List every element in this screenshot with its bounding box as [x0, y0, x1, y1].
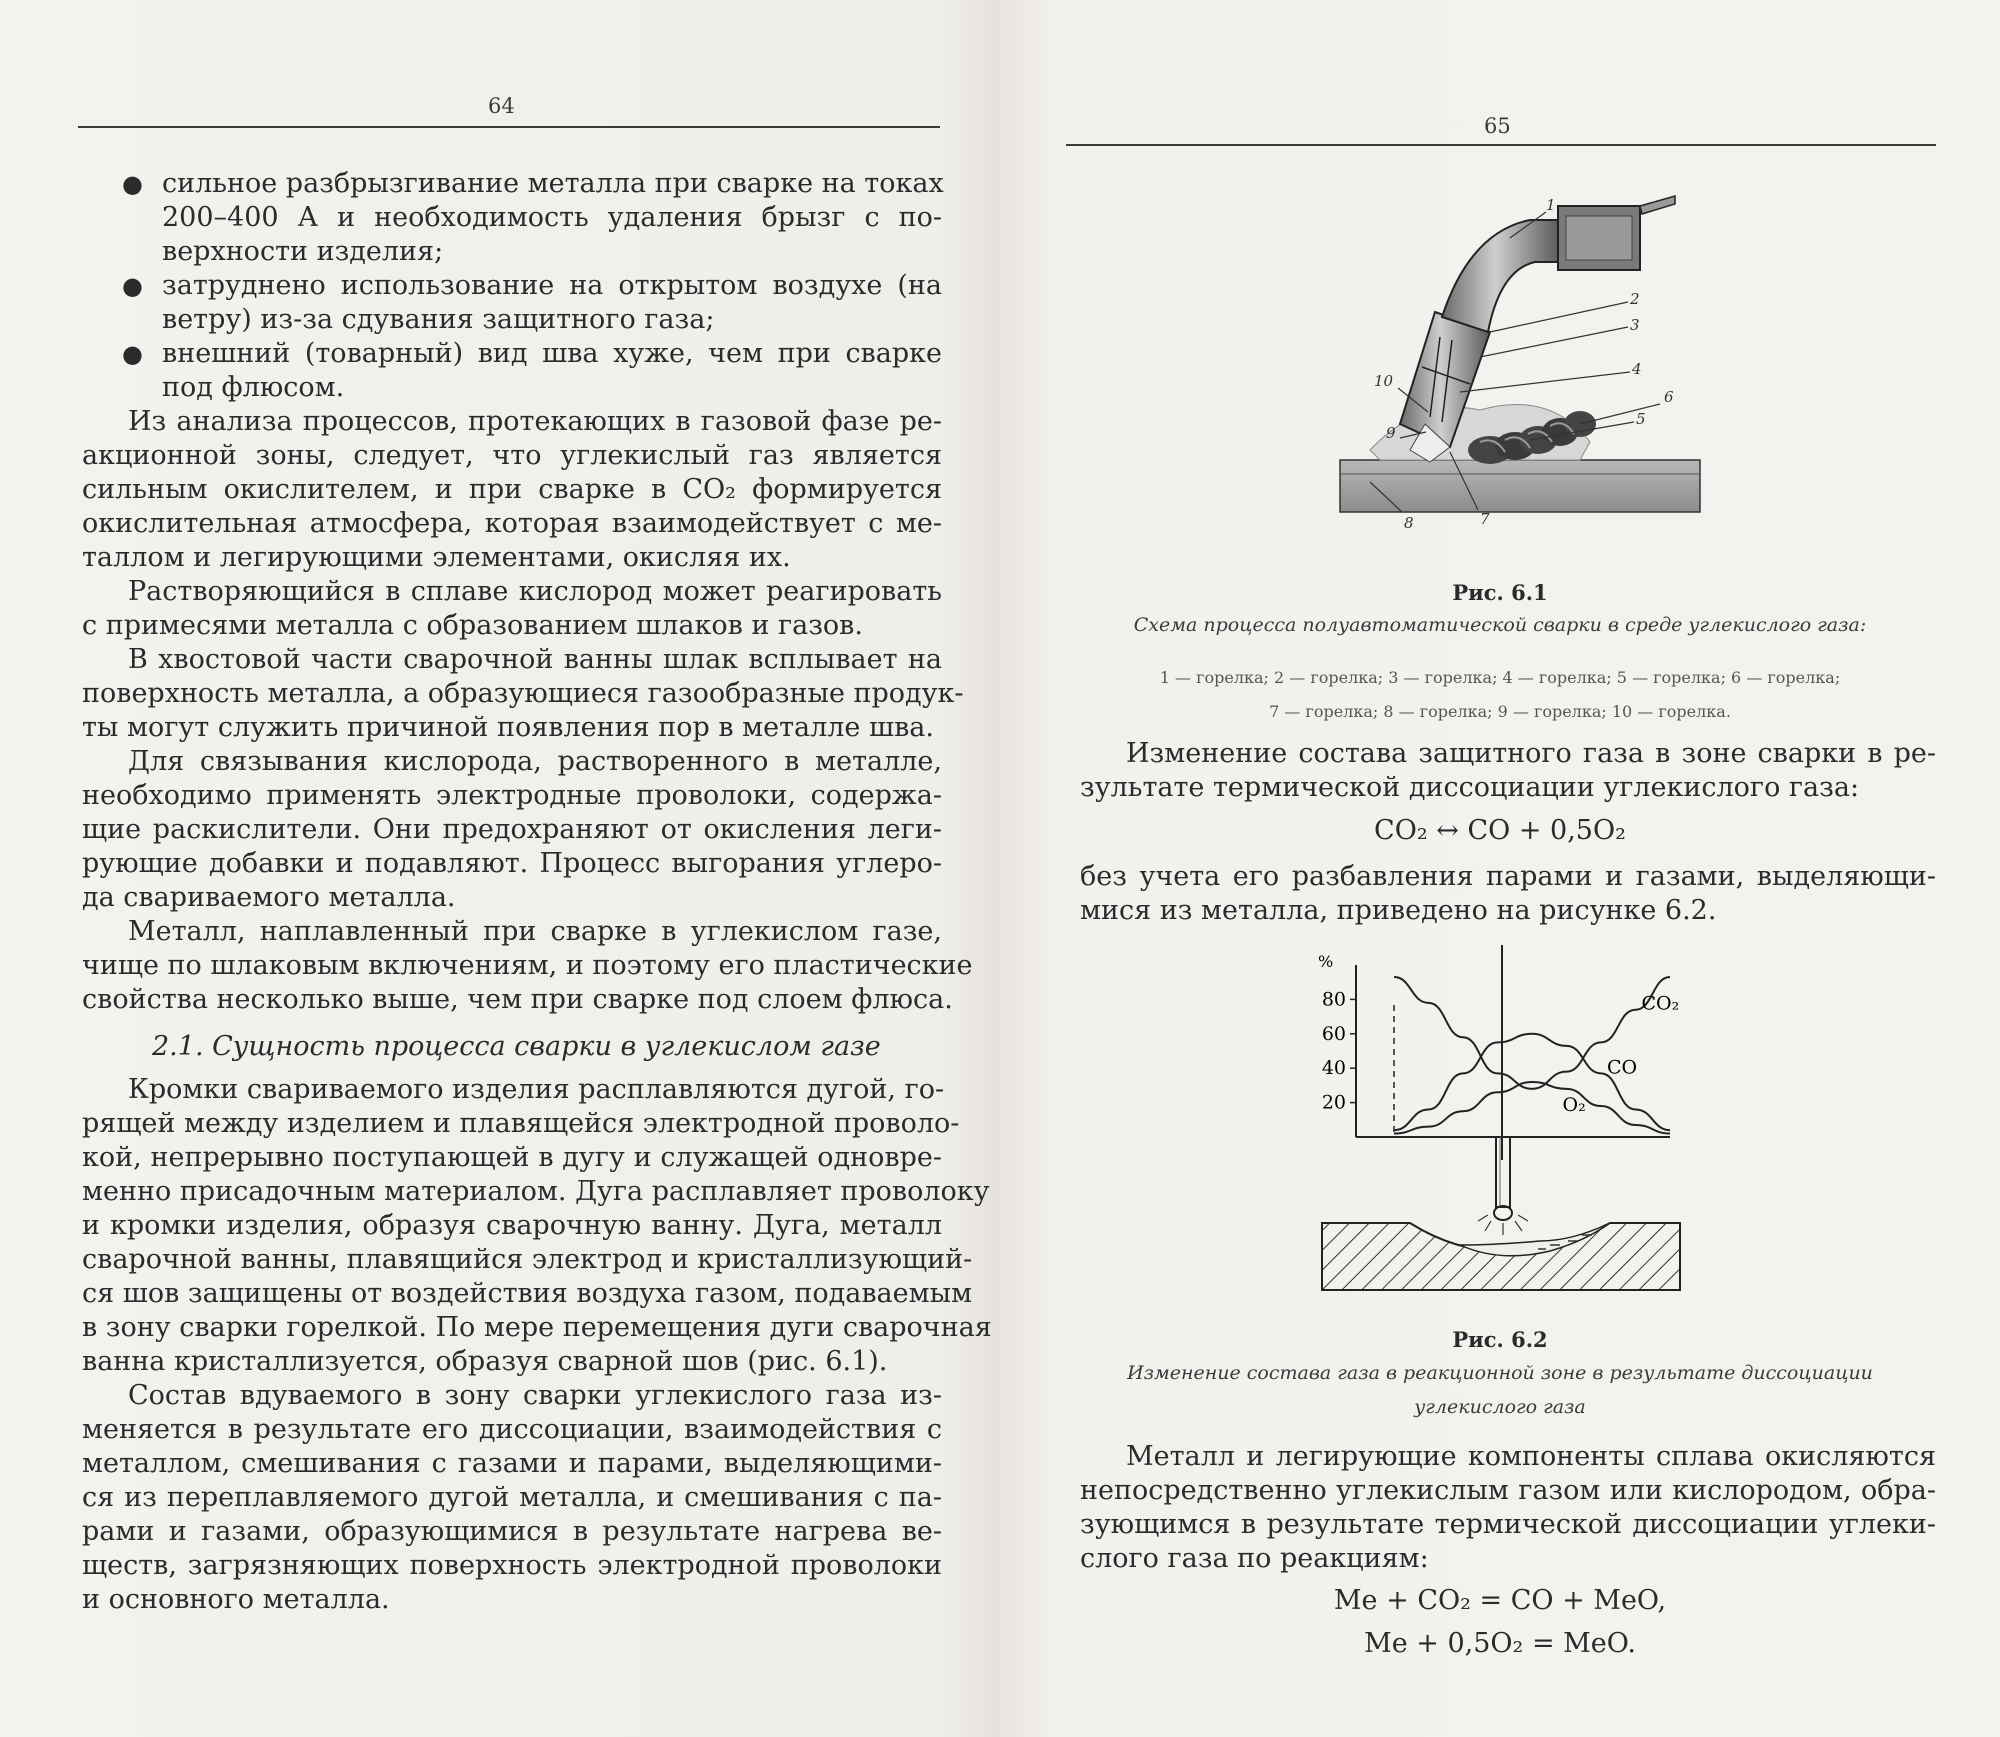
text-line: рами и газами, образующимися в результате нагрева ве-: [82, 1516, 942, 1547]
y-tick-label: 20: [1321, 1091, 1346, 1114]
y-axis-label: %: [1318, 952, 1334, 971]
text-line: без учета его разбавления парами и газами, выделяющи-: [1080, 861, 1936, 892]
paragraph: [82, 1379, 942, 1617]
text-line: в зону сварки горелкой. По мере перемещения дуги сварочная: [82, 1312, 992, 1343]
text-line: необходимо применять электродные проволоки, содержа-: [82, 780, 942, 811]
figure-1-legend: 1 — горелка; 2 — горелка; 3 — горелка; 4 — горелка; 5 — горелка; 6 — горелка;: [1159, 668, 1841, 687]
text-line: ся шов защищены от воздействия воздуха газом, подаваемым: [82, 1278, 973, 1309]
text-line: таллом и легирующими элементами, окисляя их.: [82, 542, 791, 573]
workpiece-section: [1322, 1223, 1680, 1290]
paragraph: [82, 575, 942, 643]
callout-label: 9: [1386, 424, 1396, 442]
arc-droplet: [1494, 1206, 1512, 1220]
text-line: Из анализа процессов, протекающих в газовой фазе ре-: [128, 406, 942, 437]
right-text-paragraph: [1080, 737, 1936, 805]
header-rule-left: [78, 126, 940, 128]
text-line: металлом, смешивания с газами и парами, выделяющими-: [82, 1448, 942, 1479]
text-line: Металл и легирующие компоненты сплава окисляются: [1126, 1441, 1936, 1472]
bullet-line: под флюсом.: [162, 372, 345, 403]
y-tick-label: 40: [1321, 1057, 1346, 1080]
paragraph: [82, 1073, 992, 1379]
text-line: зующимся в результате термической диссоциации углеки-: [1080, 1509, 1936, 1540]
text-line: ты могут служить причиной появления пор в металле шва.: [82, 712, 934, 743]
text-line: менно присадочным материалом. Дуга расплавляет проволоку: [82, 1176, 990, 1207]
text-line: поверхность металла, а образующиеся газообразные продук-: [82, 678, 964, 709]
text-line: рящей между изделием и плавящейся электродной проволо-: [82, 1108, 960, 1139]
text-line: с примесями металла с образованием шлаков и газов.: [82, 610, 863, 641]
text-line: Кромки свариваемого изделия расплавляются дугой, го-: [128, 1074, 945, 1105]
page-number-left: 64: [488, 94, 515, 118]
paragraph: [82, 745, 942, 915]
bullet-icon: ●: [122, 340, 143, 368]
bullet-item: [122, 269, 942, 337]
bullet-line: 200–400 А и необходимость удаления брызг с по-: [162, 202, 942, 233]
text-line: Растворяющийся в сплаве кислород может реагировать: [128, 576, 942, 607]
callout-label: 7: [1480, 510, 1490, 528]
text-line: В хвостовой части сварочной ванны шлак всплывает на: [128, 644, 942, 675]
text-line: свойства несколько выше, чем при сварке под слоем флюса.: [82, 984, 953, 1015]
figure-1-label: Рис. 6.1: [1452, 580, 1548, 605]
gas-composition-chart: [1310, 945, 1710, 1295]
callout-label: 8: [1404, 514, 1414, 532]
right-page: [1000, 0, 2000, 1737]
section-heading: 2.1. Сущность процесса сварки в углекислом газе: [152, 1031, 881, 1062]
callout-label: 5: [1636, 410, 1646, 428]
callout-label: 3: [1630, 316, 1640, 334]
bullet-icon: ●: [122, 170, 143, 198]
y-tick-label: 60: [1321, 1022, 1346, 1045]
series-label: CO₂: [1641, 992, 1680, 1015]
y-tick-label: 80: [1321, 988, 1346, 1011]
text-line: непосредственно углекислым газом или кислородом, обра-: [1080, 1475, 1936, 1506]
callout-label: 6: [1664, 388, 1674, 406]
paragraph: [82, 405, 942, 575]
callout-label: 4: [1632, 360, 1642, 378]
text-line: и кромки изделия, образуя сварочную ванну. Дуга, металл: [82, 1210, 942, 1241]
text-line: Металл, наплавленный при сварке в углекислом газе,: [128, 916, 942, 947]
text-line: и основного металла.: [82, 1584, 390, 1615]
figure-2-label: Рис. 6.2: [1452, 1327, 1548, 1352]
bullet-line: верхности изделия;: [162, 236, 444, 267]
right-text-paragraph: [1080, 1440, 1936, 1576]
paragraph: [82, 915, 973, 1017]
text-line: чище по шлаковым включениям, и поэтому его пластические: [82, 950, 973, 981]
equation-oxidation-o2: Me + 0,5O₂ = MeO.: [1364, 1628, 1636, 1659]
text-line: сильным окислителем, и при сварке в CO₂ формируется: [82, 474, 942, 505]
text-line: Изменение состава защитного газа в зоне сварки в ре-: [1126, 738, 1936, 769]
equation-dissociation: CO₂ ↔ CO + 0,5O₂: [1374, 815, 1626, 846]
figure-1-legend: 7 — горелка; 8 — горелка; 9 — горелка; 10 — горелка.: [1269, 702, 1731, 721]
text-line: кой, непрерывно поступающей в дугу и служащей одновре-: [82, 1142, 942, 1173]
bullet-line: ветру) из-за сдувания защитного газа;: [162, 304, 715, 335]
text-line: зультате термической диссоциации углекислого газа:: [1080, 772, 1860, 803]
right-text-paragraph: [1080, 860, 1936, 928]
text-line: рующие добавки и подавляют. Процесс выгорания углеро-: [82, 848, 942, 879]
page-number-right: 65: [1484, 114, 1511, 138]
bullet-item: [122, 167, 944, 269]
bullet-line: внешний (товарный) вид шва хуже, чем при сварке: [162, 338, 942, 369]
text-line: ся из переплавляемого дугой металла, и смешивания с па-: [82, 1482, 942, 1513]
text-line: акционной зоны, следует, что углекислый газ является: [82, 440, 942, 471]
welding-torch-figure: [1330, 192, 1710, 552]
callout-label: 1: [1546, 196, 1556, 214]
text-line: Состав вдуваемого в зону сварки углекислого газа из-: [128, 1380, 942, 1411]
text-line: щие раскислители. Они предохраняют от окисления леги-: [82, 814, 942, 845]
bullet-line: сильное разбрызгивание металла при сварке на токах: [162, 168, 944, 199]
bullet-item: [122, 337, 942, 405]
text-line: Для связывания кислорода, растворенного в металле,: [128, 746, 942, 777]
figure-2-caption: Изменение состава газа в реакционной зоне в результате диссоциации: [1127, 1362, 1873, 1384]
text-line: да свариваемого металла.: [82, 882, 456, 913]
bullet-icon: ●: [122, 272, 143, 300]
text-line: слого газа по реакциям:: [1080, 1543, 1429, 1574]
text-line: меняется в результате его диссоциации, взаимодействия с: [82, 1414, 942, 1445]
figure-1-caption: Схема процесса полуавтоматической сварки в среде углекислого газа:: [1133, 614, 1867, 636]
text-line: мися из металла, приведено на рисунке 6.2.: [1080, 895, 1717, 926]
text-line: сварочной ванны, плавящийся электрод и кристаллизующий-: [82, 1244, 973, 1275]
callout-label: 2: [1630, 290, 1640, 308]
series-label: CO: [1607, 1056, 1638, 1079]
header-rule-right: [1066, 144, 1936, 146]
text-line: окислительная атмосфера, которая взаимодействует с ме-: [82, 508, 942, 539]
left-text-column: [82, 167, 992, 1617]
paragraph: [82, 643, 964, 745]
bullet-list: [82, 167, 942, 405]
text-line: ществ, загрязняющих поверхность электродной проволоки: [82, 1550, 942, 1581]
figure-2-caption: углекислого газа: [1414, 1396, 1586, 1418]
text-line: ванна кристаллизуется, образуя сварной шов (рис. 6.1).: [82, 1346, 888, 1377]
bullet-line: затруднено использование на открытом воздухе (на: [162, 270, 942, 301]
callout-label: 10: [1374, 372, 1394, 390]
equation-oxidation-co2: Me + CO₂ = CO + MeO,: [1333, 1585, 1667, 1616]
series-label: O₂: [1562, 1093, 1586, 1116]
